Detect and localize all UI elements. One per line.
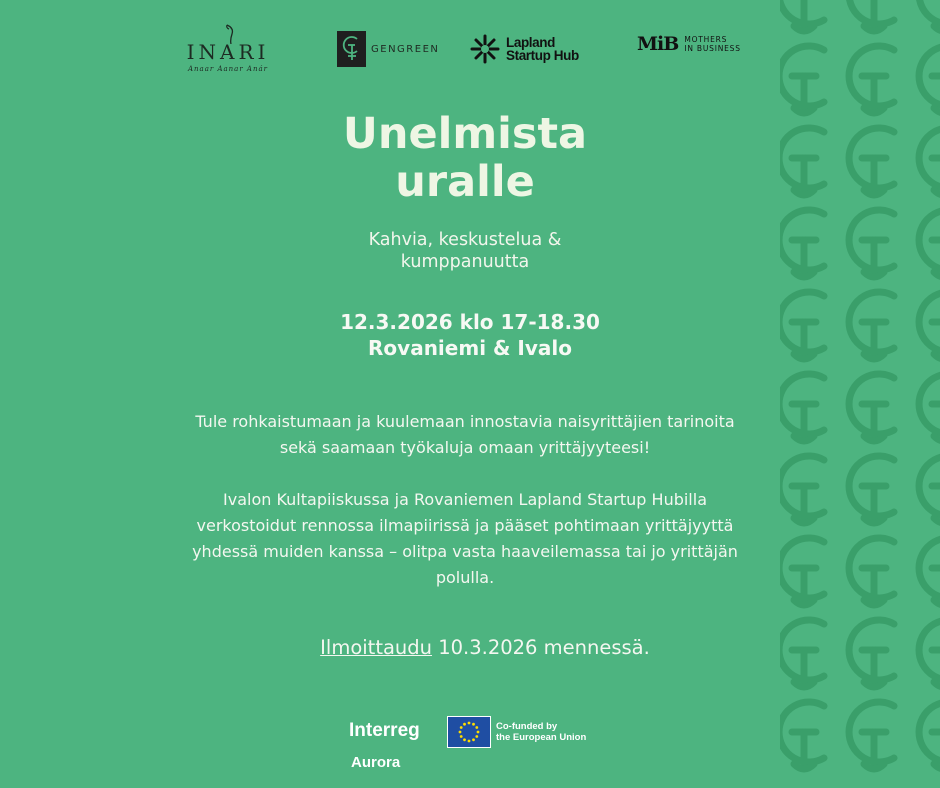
intro-line-1: Tule rohkaistumaan ja kuulemaan innostavia naisyrittäjien tarinoita [195,412,735,431]
event-place: Rovaniemi & Ivalo [368,336,572,360]
inari-tagline: Anaar Aanar Anár [187,65,269,73]
mib-line1: MOTHERS [684,35,728,44]
mib-mark: MiB [637,33,679,55]
gengreen-wordmark: GENGREEN [371,43,440,55]
eu-cofunded-text [496,721,586,743]
signup-line [250,634,720,662]
subtitle-line-1: Kahvia, keskustelua & [368,230,562,250]
details-line-3: yhdessä muiden kanssa – olitpa vasta haaveilemassa tai jo yrittäjän [192,542,738,561]
details-line-2: verkostoidut rennossa ilmapiirissä ja pääset pohtimaan yrittäjyyttä [196,516,734,535]
mib-wordmark [684,35,740,53]
mib-line2: IN BUSINESS [684,44,741,53]
eu-line-2: the European Union [496,732,587,743]
inari-logo [178,22,278,76]
details-paragraph [150,487,780,591]
title-line-2: uralle [395,157,535,207]
signup-link[interactable]: Ilmoittaudu [320,636,433,659]
details-line-4: polulla. [435,568,495,587]
gengreen-monogram-pattern [780,0,940,788]
mothers-in-business-logo [637,33,767,55]
interreg-logo: Interreg [349,720,420,741]
eu-cofunded-logo [447,716,586,748]
title-line-1: Unelmista [342,109,588,159]
signup-deadline: 10.3.2026 mennessä. [432,636,650,659]
lapland-wordmark [506,36,579,62]
inari-swirl-icon [224,22,238,44]
lapland-startup-hub-logo [470,33,605,65]
details-line-1: Ivalon Kultapiiskussa ja Rovaniemen Lapland Startup Hubilla [223,490,707,509]
intro-paragraph [150,409,780,461]
lapland-line2: Startup Hub [506,48,579,63]
eu-flag-icon [447,716,491,748]
subtitle-line-2: kumppanuutta [400,252,530,272]
gengreen-logo [337,30,447,68]
intro-line-2: sekä saamaan työkaluja omaan yrittäjyyteesi! [279,438,651,457]
inari-wordmark: INARI [186,40,270,64]
event-date: 12.3.2026 klo 17-18.30 [340,310,600,334]
event-title [300,110,630,206]
gengreen-mark-icon [337,31,366,67]
aurora-label: Aurora [351,754,401,771]
starburst-icon [470,34,500,64]
event-date-place [270,309,670,361]
event-subtitle [300,229,630,273]
eu-line-1: Co-funded by [496,721,558,732]
lapland-line1: Lapland [506,35,555,50]
